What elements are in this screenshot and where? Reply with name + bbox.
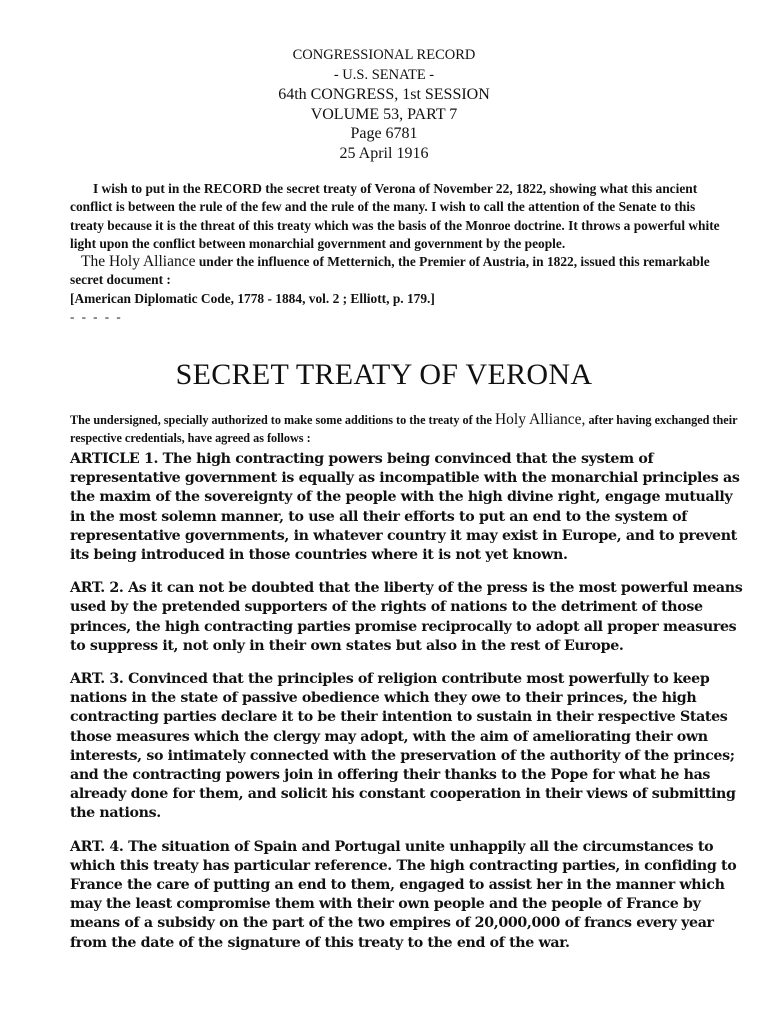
preamble-holy-alliance: Holy Alliance,: [494, 411, 586, 428]
separator-dashes: - - - - -: [70, 309, 123, 325]
article-3: ART. 3. Convinced that the principles of religion contribute most powerfully to keep nations in the state of passive obedience which they owe to their princes, the high contracting parties declare it to be their intention to sustain in their respective States those measures which the clergy may adopt, with the aim of ameliorating their own interests, so intimately connected with the preservation of the authority of the princes; and the contracting powers join in offering their thanks to the Pope for what he has already done for them, and solicit his constant cooperation in their views of submitting the nations.: [70, 671, 736, 822]
preamble-before: The undersigned, specially authorized to make some additions to the treaty of the: [70, 413, 495, 427]
preamble-after: after having exchanged their respective credentials, have agreed as follows :: [70, 413, 738, 445]
holy-alliance-rest: under the influence of Metternich, the Premier of Austria, in 1822, issued this remarkable secret document :: [70, 254, 710, 288]
header-congress: 64th CONGRESS, 1st SESSION: [278, 86, 490, 103]
treaty-articles: [70, 450, 746, 967]
article-4: ART. 4. The situation of Spain and Portugal unite unhappily all the circumstances to which this treaty has particular reference. The high contracting parties, in confiding to France the care of putting an end to them, engaged to assist her in the manner which may the least compromise them with their own people and the people of France by means of a subsidy on the part of the two empires of 20,000,000 of francs every year from the date of the signature of this treaty to the end of the war.: [70, 838, 737, 951]
article-1: ARTICLE 1. The high contracting powers being convinced that the system of representative government is equally as incompatible with the monarchial principles as the maxim of the sovereignty of the people with the high divine right, engage mutually in the most solemn manner, to use all their efforts to put an end to the system of representative governments, in whatever country it may exist in Europe, and to prevent its being introduced in those countries where it is not yet known.: [70, 451, 740, 564]
intro-section: [70, 180, 730, 326]
holy-alliance-text: The Holy Alliance: [81, 253, 196, 271]
header-date: 25 April 1916: [339, 144, 429, 162]
holy-alliance-paragraph: [70, 253, 730, 290]
intro-paragraph: I wish to put in the RECORD the secret treaty of Verona of November 22, 1822, showing what this ancient conflict is between the rule of the few and the rule of the many. I wish to call the attention of the Senate to this treaty because it is the threat of this treaty which was the basis of the Monroe doctrine. It throws a powerful white light upon the conflict between monarchial government and government by the people.: [70, 181, 720, 251]
header-volume: VOLUME 53, PART 7: [310, 105, 458, 123]
record-header: [0, 46, 768, 163]
article-2: ART. 2. As it can not be doubted that the liberty of the press is the most powerful means used by the pretended supporters of the rights of nations to the detriment of those princes, the high contracting parties promise reciprocally to adopt all proper measures to suppress it, not only in their own states but also in the rest of Europe.: [70, 580, 743, 654]
document-title: SECRET TREATY OF VERONA: [175, 358, 593, 391]
header-publication: CONGRESSIONAL RECORD: [292, 47, 476, 63]
treaty-preamble: [70, 411, 750, 448]
citation: [American Diplomatic Code, 1778 - 1884, vol. 2 ; Elliott, p. 179.]: [70, 290, 435, 306]
header-page: Page 6781: [350, 125, 418, 142]
header-chamber: - U.S. SENATE -: [333, 66, 435, 83]
